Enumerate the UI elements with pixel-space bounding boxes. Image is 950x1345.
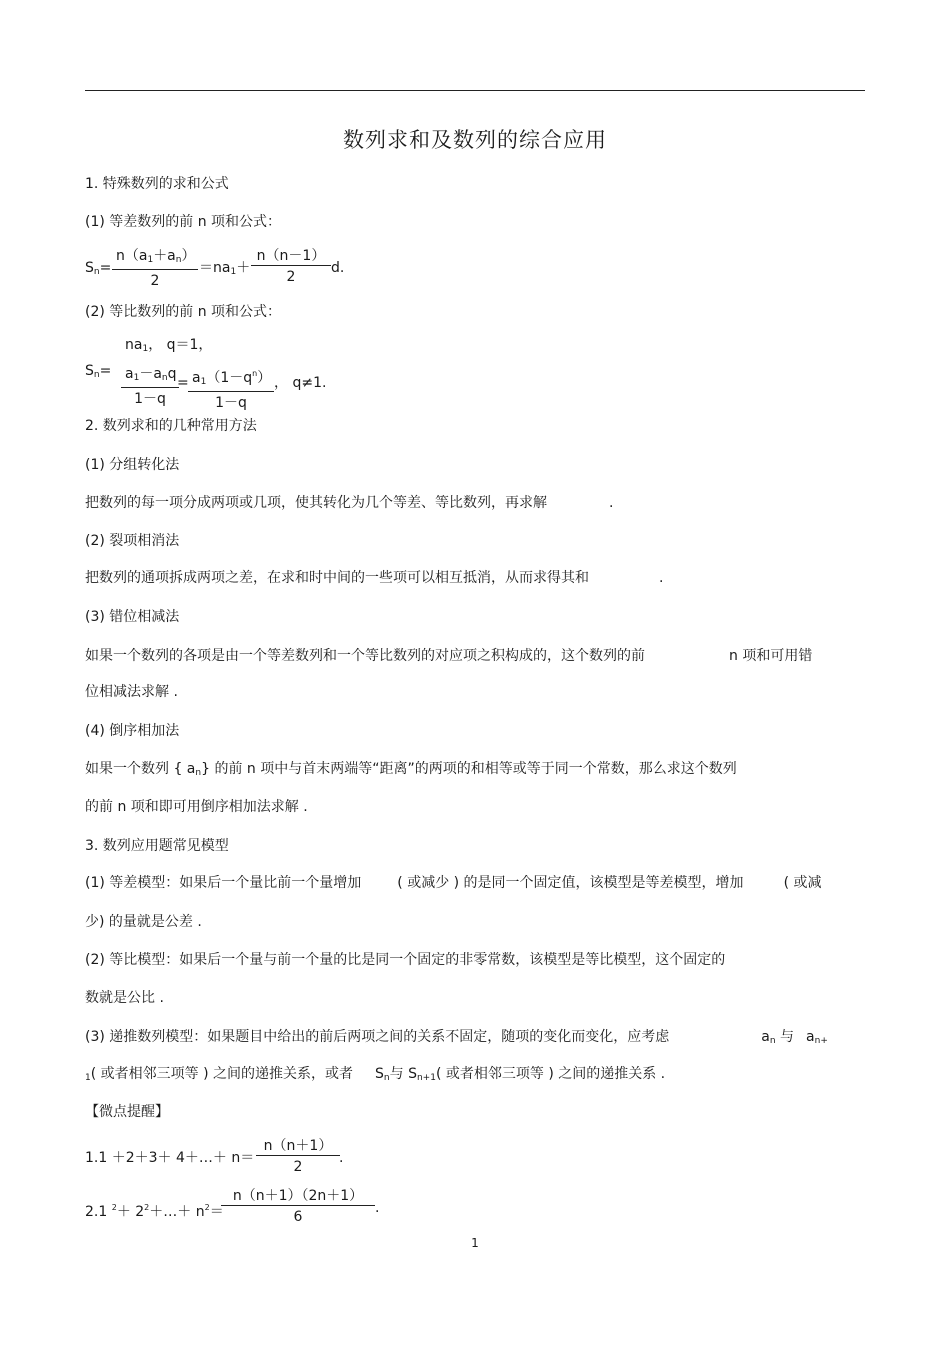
method-2-text: 把数列的通项拆成两项之差，在求和时中间的一些项可以相互抵消，从而求得其和 . (85, 570, 664, 586)
sub-n: n (175, 255, 182, 265)
fraction-1-numerator (112, 247, 198, 270)
num-part: （1－q (206, 370, 253, 386)
sub-1: 1 (200, 377, 207, 387)
equals: = (99, 363, 112, 379)
model-1-line1 (85, 874, 821, 892)
fraction-4 (188, 365, 274, 412)
fraction-2-numerator: n（n－1） (251, 247, 331, 266)
sup-2: 2 (144, 1203, 150, 1212)
header-rule (85, 90, 865, 91)
with-word: 与 (780, 1029, 795, 1045)
method-3-body: 如果一个数列的各项是由一个等差数列和一个等比数列的对应项之积构成的，这个数列的前 (85, 648, 645, 664)
sub-n: n (769, 1036, 776, 1046)
sup-2: 2 (204, 1203, 210, 1212)
sub-n: n (383, 1073, 390, 1083)
fraction-3 (121, 365, 179, 408)
tip-2-numerator: n（n＋1）（2n＋1） (221, 1187, 375, 1206)
a-n: a (761, 1029, 770, 1045)
sub-1: 1 (230, 267, 237, 277)
lhs-part: ＋ 2 (116, 1204, 145, 1220)
tip-2-lhs (85, 1199, 224, 1221)
sub-1: 1 (133, 373, 140, 383)
sub-1: 1 (85, 1073, 91, 1083)
lhs-sub: n (93, 267, 100, 277)
num-part: ） (257, 370, 272, 386)
geo-sum-label: (2) 等比数列的前 n 项和公式： (85, 304, 282, 320)
formula-middle (199, 259, 250, 281)
method-1-title: (1) 分组转化法 (85, 457, 180, 473)
method-3-body: n 项和可用错 (729, 648, 813, 664)
fraction-3-denominator: 1－q (134, 391, 166, 407)
fraction-1 (112, 247, 198, 290)
method-1-text: 把数列的每一项分成两项或几项，使其转化为几个等差、等比数列，再求解 . (85, 495, 614, 511)
case-ratio-one (125, 336, 212, 358)
s-next: S (408, 1066, 417, 1082)
method-3-text-line2: 位相减法求解 . (85, 684, 178, 700)
tips-heading: 【微点提醒】 (85, 1104, 169, 1120)
tip-1-tail: . (339, 1150, 344, 1166)
with-word: 与 (389, 1066, 404, 1082)
model-2-line2: 数就是公比 . (85, 990, 164, 1006)
model-1-line2: 少) 的量就是公差 . (85, 914, 202, 930)
formula-lhs (85, 362, 111, 384)
num-part: －a (139, 366, 162, 382)
a-next: a (806, 1029, 815, 1045)
s-n: S (375, 1066, 384, 1082)
tip-1-numerator: n（n＋1） (256, 1137, 340, 1156)
method-4-text-line1 (85, 760, 737, 782)
equals: = (177, 375, 189, 391)
tip-1-fraction (256, 1137, 340, 1176)
num-part: n（a (116, 248, 148, 264)
lhs-s: S (85, 363, 94, 379)
tip-1-denominator: 2 (293, 1159, 303, 1175)
mid-part: ＋ (236, 260, 251, 276)
formula-tail: ， q≠1. (274, 375, 327, 391)
section-1-heading: 1. 特殊数列的求和公式 (85, 176, 229, 192)
method-3-title: (3) 错位相减法 (85, 609, 180, 625)
num-part: ） (181, 248, 196, 264)
lhs-part: ＝ (209, 1204, 224, 1220)
model-1-body: ( 或减 (783, 875, 822, 891)
sup-2: 2 (111, 1203, 117, 1212)
tip-1-lhs: 1.1 ＋2＋3＋ 4＋…＋ n＝ (85, 1150, 255, 1166)
fraction-4-numerator (188, 365, 274, 392)
section-3-heading: 3. 数列应用题常见模型 (85, 838, 229, 854)
lhs-part: 2.1 (85, 1204, 112, 1220)
lhs-sub: n (93, 370, 100, 380)
case-part: na (125, 337, 143, 353)
sup-n: n (252, 369, 258, 378)
num-part: q (167, 366, 177, 382)
fraction-2 (251, 247, 331, 286)
model-3-body: (3) 递推数列模型：如果题目中给出的前后两项之间的关系不固定，随项的变化而变化，应考虑 (85, 1029, 670, 1045)
fraction-4-denominator: 1－q (215, 395, 247, 411)
sub-1: 1 (142, 344, 149, 354)
fraction-2-denominator: 2 (286, 269, 296, 285)
fraction-1-denominator: 2 (150, 273, 160, 289)
tip-2-fraction (221, 1187, 375, 1226)
case-part: ， q＝1， (148, 337, 213, 353)
num-part: a (192, 370, 201, 386)
model-3-line1 (85, 1028, 828, 1050)
equals: = (99, 260, 112, 276)
model-3-line2 (85, 1065, 665, 1087)
formula-lhs (85, 259, 111, 281)
method-2-body: 把数列的通项拆成两项之差，在求和时中间的一些项可以相互抵消，从而求得其和 (85, 570, 589, 586)
num-part: a (125, 366, 134, 382)
arith-sum-label: (1) 等差数列的前 n 项和公式： (85, 214, 282, 230)
tip-2-tail: . (375, 1200, 380, 1216)
tip-2-denominator: 6 (293, 1209, 303, 1225)
sub-n-plus: n+ (814, 1036, 828, 1046)
method-1-body: 把数列的每一项分成两项或几项，使其转化为几个等差、等比数列，再求解 (85, 495, 547, 511)
page-number: 1 (471, 1236, 479, 1250)
method-3-text-line1 (85, 647, 812, 665)
model-1-body: ( 或减少 ) 的是同一个固定值，该模型是等差模型，增加 (397, 875, 744, 891)
method-4-text-line2: 的前 n 项和即可用倒序相加法求解 . (85, 799, 308, 815)
method-2-title: (2) 裂项相消法 (85, 533, 180, 549)
model-1-body: (1) 等差模型：如果后一个量比前一个量增加 (85, 875, 362, 891)
sub-1: 1 (147, 255, 154, 265)
sub-n: n (195, 768, 202, 778)
lhs-s: S (85, 260, 94, 276)
formula-tail: d. (331, 260, 345, 276)
method-4-title: (4) 倒序相加法 (85, 723, 180, 739)
sub-n-plus-1: n+1 (416, 1073, 436, 1083)
lhs-part: ＋…＋ n (149, 1204, 205, 1220)
model-3-body: ( 或者相邻三项等 ) 之间的递推关系 . (435, 1066, 666, 1082)
sub-n: n (161, 373, 168, 383)
method-4-body: 如果一个数列 { a (85, 761, 196, 777)
section-2-heading: 2. 数列求和的几种常用方法 (85, 418, 257, 434)
fraction-3-numerator (121, 365, 179, 388)
mid-part: ＝na (199, 260, 231, 276)
page-title: 数列求和及数列的综合应用 (343, 128, 607, 152)
model-2-line1: (2) 等比模型：如果后一个量与前一个量的比是同一个固定的非零常数，该模型是等比模型，这个固定的 (85, 952, 726, 968)
method-4-body: } 的前 n 项中与首末两端等“距离”的两项的和相等或等于同一个常数，那么求这个数列 (201, 761, 737, 777)
num-part: ＋a (153, 248, 176, 264)
model-3-body: ( 或者相邻三项等 ) 之间的递推关系，或者 (90, 1066, 354, 1082)
